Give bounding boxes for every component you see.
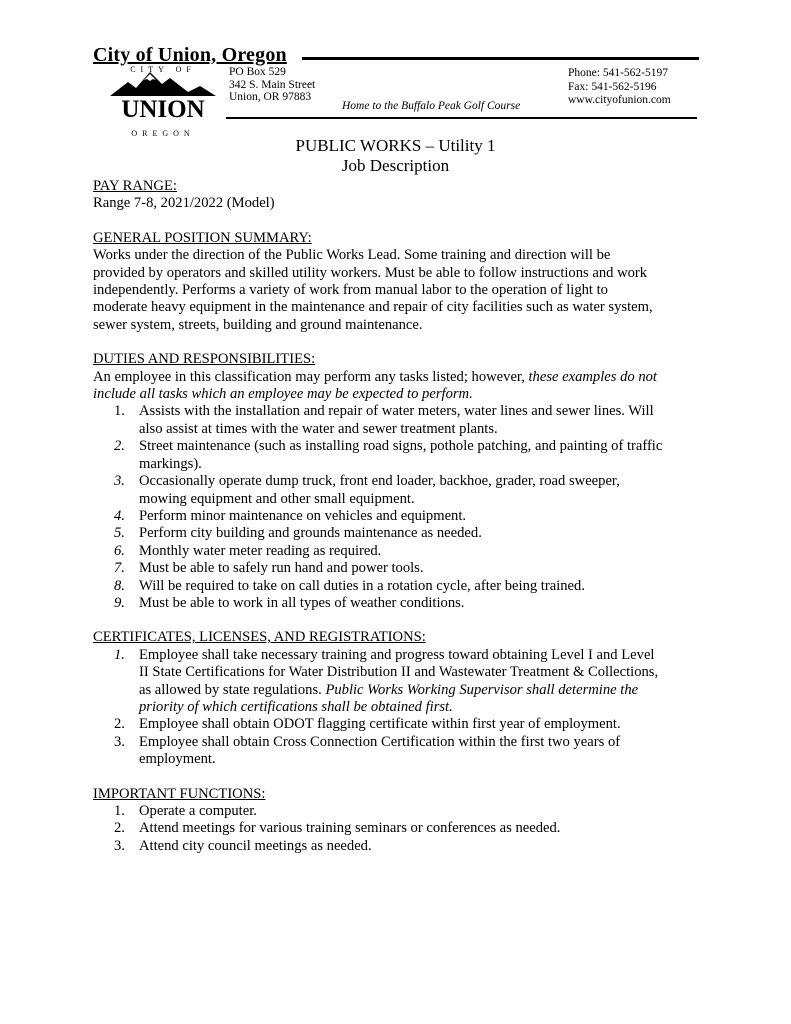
list-item: 4. Perform minor maintenance on vehicles and equipment. <box>114 507 467 524</box>
logo-main-text: UNION <box>121 96 205 123</box>
duties-heading: DUTIES AND RESPONSIBILITIES: <box>93 351 316 368</box>
mountain-icon <box>110 72 216 96</box>
list-item: 5. Perform city building and grounds maintenance as needed. <box>114 525 482 542</box>
list-item: 6. Monthly water meter reading as required. <box>114 542 382 559</box>
duties-intro: An employee in this classification may perform any tasks listed; however, these examples do not <box>93 368 657 385</box>
certificates-heading: CERTIFICATES, LICENSES, AND REGISTRATIONS: <box>93 629 426 646</box>
certificates-list <box>93 647 703 769</box>
summary-heading: GENERAL POSITION SUMMARY: <box>93 229 312 246</box>
logo-bottom-text: OREGON <box>131 129 195 138</box>
address-block <box>229 66 315 104</box>
list-item: 3. Attend city council meetings as needed. <box>114 837 372 854</box>
pay-range-text: Range 7-8, 2021/2022 (Model) <box>93 195 275 212</box>
duties-list <box>93 403 703 612</box>
title-line-1: PUBLIC WORKS – Utility 1 <box>295 136 496 155</box>
document-title <box>0 136 791 176</box>
summary-line: provided by operators and skilled utility workers. Must be able to follow instructions and work <box>93 264 648 281</box>
fax-line: Fax: 541-562-5196 <box>568 80 657 93</box>
list-item: 1. Employee shall take necessary training and progress toward obtaining Level I and Level II State Certifications for Water Distribution II and Wastewater Treatment & Collections, as allowed by state regulations. Public Works Working Supervisor shall determine the priority of which certifications shall be obtained first. <box>114 646 659 715</box>
summary-line: sewer system, streets, building and ground maintenance. <box>93 316 423 333</box>
document-body <box>93 178 703 855</box>
list-item: 2. Attend meetings for various training seminars or conferences as needed. <box>114 820 561 837</box>
list-item: 7. Must be able to safely run hand and power tools. <box>114 560 424 577</box>
summary-line: independently. Performs a variety of work from manual labor to the operation of light to <box>93 282 608 299</box>
summary-line: Works under the direction of the Public Works Lead. Some training and direction will be <box>93 247 611 264</box>
city-logo <box>104 62 222 140</box>
list-item: 1. Assists with the installation and repair of water meters, water lines and sewer lines. Will also assist at times with the water and sewer treatment plants. <box>114 403 654 437</box>
title-line-2: Job Description <box>341 156 450 175</box>
tagline: Home to the Buffalo Peak Golf Course <box>342 100 521 112</box>
phone-line: Phone: 541-562-5197 <box>568 67 668 79</box>
duties-intro-cont: include all tasks which an employee may be expected to perform. <box>93 386 473 403</box>
list-item: 3. Employee shall obtain Cross Connection Certification within the first two years of employment. <box>114 733 621 768</box>
summary-line: moderate heavy equipment in the maintenance and repair of city facilities such as water system, <box>93 299 653 316</box>
contact-block <box>568 67 671 108</box>
address-line: Union, OR 97883 <box>229 91 312 103</box>
list-item: 8. Will be required to take on call duties in a rotation cycle, after being trained. <box>114 577 585 594</box>
logo-top-text: CITY OF <box>130 65 196 74</box>
list-item: 2. Employee shall obtain ODOT flagging certificate within first year of employment. <box>114 716 621 733</box>
list-item: 1. Operate a computer. <box>114 803 257 819</box>
list-item: 3. Occasionally operate dump truck, front end loader, backhoe, grader, road sweeper, mowing equipment and other small equipment. <box>114 473 620 507</box>
functions-heading: IMPORTANT FUNCTIONS: <box>93 785 266 802</box>
address-line: 342 S. Main Street <box>229 78 316 91</box>
letterhead-top-rule <box>302 57 699 60</box>
functions-list <box>93 803 703 855</box>
list-item: 9. Must be able to work in all types of weather conditions. <box>114 594 465 611</box>
list-item: 2. Street maintenance (such as installing road signs, pothole patching, and painting of traffic markings). <box>114 438 663 472</box>
website-line: www.cityofunion.com <box>568 94 671 106</box>
pay-range-heading: PAY RANGE: <box>93 178 177 194</box>
letterhead-bottom-rule <box>226 117 697 119</box>
city-title: City of Union, Oregon <box>93 44 287 66</box>
address-line: PO Box 529 <box>229 66 286 78</box>
